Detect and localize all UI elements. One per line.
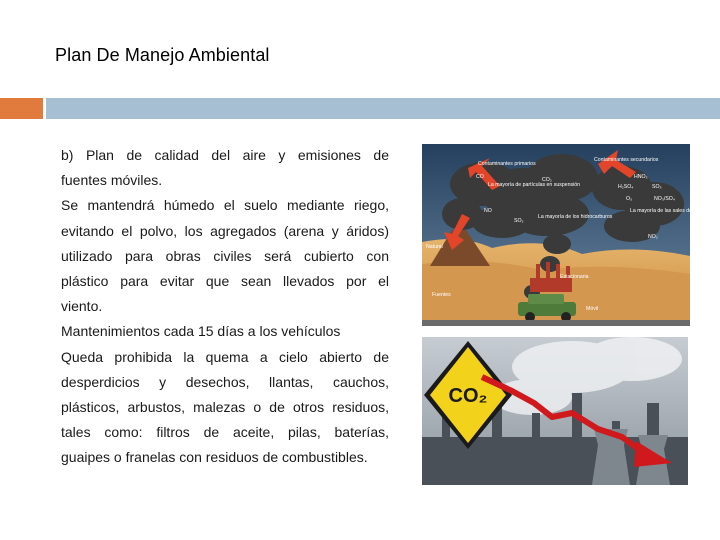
label-so2: SO₂: [514, 218, 524, 224]
co2-sign-text: CO₂: [448, 385, 488, 407]
label-co: CO: [476, 174, 484, 180]
paragraph-line: Mantenimientos cada 15 días a los vehículos: [61, 323, 341, 340]
title-accent-bar: [0, 98, 43, 119]
label-no2: NO₂: [648, 234, 658, 240]
label-salts: La mayoría de las sales de NO₃ y SO₄: [630, 208, 719, 214]
slide-title: Plan De Manejo Ambiental: [55, 45, 270, 65]
heading-line: fuentes móviles.: [61, 172, 163, 189]
co2-warning-svg: [422, 337, 688, 485]
paragraph-line: viento.: [61, 298, 103, 315]
label-hno3: HNO₃: [634, 174, 648, 180]
label-particles: La mayoría de partículas en suspensión: [488, 182, 580, 188]
label-hydrocarbons: La mayoría de los hidrocarburos: [538, 214, 613, 220]
label-sources: Fuentes: [432, 292, 451, 298]
paragraph-line: tales como: filtros de aceite, pilas, baterías,: [61, 424, 389, 441]
label-mobile: Móvil: [586, 306, 599, 312]
pollution-diagram-image: [422, 144, 719, 326]
paragraph-line: utilizado para obras civiles será cubierto con: [61, 247, 389, 264]
label-primary: Contaminantes primarios: [478, 161, 536, 167]
label-stationary: Estacionaria: [560, 274, 589, 280]
body-text: [61, 143, 389, 471]
label-natural: Natural: [426, 244, 443, 250]
label-no: NO: [484, 208, 492, 214]
paragraph-line: Queda prohibida la quema a cielo abierto de: [61, 348, 389, 365]
paragraph-line: evitando el polvo, los agregados (arena y áridos): [61, 222, 389, 239]
label-h2so4: H₂SO₄: [618, 184, 634, 190]
co2-warning-image: [422, 337, 688, 485]
label-co2: CO₂: [542, 177, 552, 183]
label-o3: O₃: [626, 196, 633, 202]
label-secondary: Contaminantes secundarios: [594, 157, 659, 163]
paragraph-line: plástico para evitar que sean llevados por el: [61, 273, 389, 290]
heading-line: b) Plan de calidad del aire y emisiones de: [61, 147, 389, 163]
paragraph-line: desperdicios y desechos, llantas, cauchos,: [61, 373, 389, 390]
label-nitrates: NO₃/SO₄: [654, 196, 675, 202]
paragraph-line: Se mantendrá húmedo el suelo mediante riego,: [61, 197, 389, 214]
title-divider-bar: [46, 98, 720, 119]
pollution-diagram-svg: [422, 144, 719, 326]
paragraph-line: plásticos, arbustos, malezas o de otros residuos,: [61, 399, 389, 416]
label-so3: SO₃: [652, 184, 662, 190]
paragraph-line: guaipes o franelas con residuos de combustibles.: [61, 449, 368, 466]
